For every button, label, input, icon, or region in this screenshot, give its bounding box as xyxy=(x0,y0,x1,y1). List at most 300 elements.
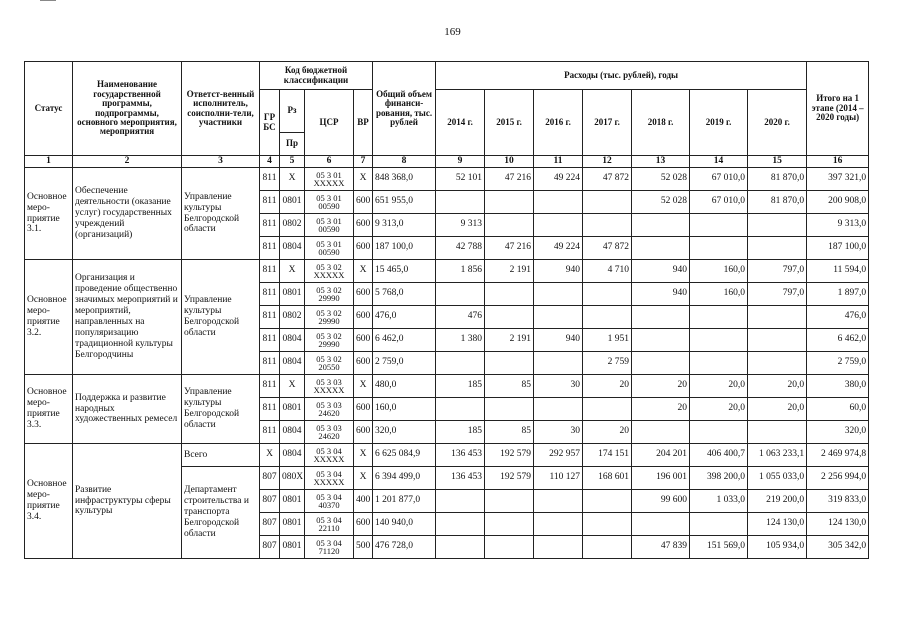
year-cell xyxy=(583,306,632,329)
year-cell: 47 839 xyxy=(632,536,690,559)
header-code-group: Код бюджетной классификации xyxy=(260,62,373,90)
year-cell: 1 055 033,0 xyxy=(748,467,807,490)
header-year: 2016 г. xyxy=(534,90,583,156)
grbs-cell: 807 xyxy=(260,536,280,559)
csr-cell xyxy=(305,490,354,513)
year-cell: 192 579 xyxy=(485,467,534,490)
total-cell: 187 100,0 xyxy=(373,237,436,260)
year-cell xyxy=(485,352,534,375)
year-cell xyxy=(748,352,807,375)
year-cell: 30 xyxy=(534,375,583,398)
year-cell xyxy=(632,329,690,352)
year-cell xyxy=(436,398,485,421)
year-cell: 20,0 xyxy=(748,398,807,421)
column-number: 8 xyxy=(373,156,436,168)
year-cell xyxy=(436,513,485,536)
vr-cell: X xyxy=(354,260,373,283)
year-cell xyxy=(534,352,583,375)
stage-total-cell: 60,0 xyxy=(807,398,869,421)
total-cell: 320,0 xyxy=(373,421,436,444)
column-number: 4 xyxy=(260,156,280,168)
vr-cell: 400 xyxy=(354,490,373,513)
total-cell: 1 201 877,0 xyxy=(373,490,436,513)
year-cell xyxy=(436,283,485,306)
year-cell: 81 870,0 xyxy=(748,168,807,191)
grbs-cell: 811 xyxy=(260,329,280,352)
csr-code-part: 00590 xyxy=(318,201,340,211)
csr-code-part: 05 3 02 xyxy=(316,307,342,318)
year-cell: 185 xyxy=(436,421,485,444)
rz-pr-cell: 0802 xyxy=(280,306,305,329)
year-cell: 476 xyxy=(436,306,485,329)
year-cell xyxy=(485,283,534,306)
year-cell: 20 xyxy=(583,375,632,398)
year-cell xyxy=(690,352,748,375)
year-cell xyxy=(632,421,690,444)
year-cell: 219 200,0 xyxy=(748,490,807,513)
csr-cell xyxy=(305,536,354,559)
grbs-cell: 811 xyxy=(260,306,280,329)
year-cell xyxy=(632,513,690,536)
table-header xyxy=(25,62,869,168)
rz-pr-cell: 0801 xyxy=(280,283,305,306)
year-cell: 67 010,0 xyxy=(690,191,748,214)
year-cell: 9 313 xyxy=(436,214,485,237)
year-cell: 67 010,0 xyxy=(690,168,748,191)
year-cell: 204 201 xyxy=(632,444,690,467)
total-cell: 6 462,0 xyxy=(373,329,436,352)
csr-code-part: 05 3 02 xyxy=(316,261,342,272)
year-cell xyxy=(534,214,583,237)
grbs-cell: 811 xyxy=(260,214,280,237)
total-cell: 6 625 084,9 xyxy=(373,444,436,467)
year-cell xyxy=(583,513,632,536)
csr-code-part: 05 3 03 xyxy=(316,422,342,433)
grbs-cell: 811 xyxy=(260,283,280,306)
csr-code-part: 29990 xyxy=(318,293,340,303)
csr-code-part: 40370 xyxy=(318,500,340,510)
year-cell: 136 453 xyxy=(436,444,485,467)
rz-pr-cell: 0801 xyxy=(280,490,305,513)
header-status: Статус xyxy=(25,62,73,156)
year-cell: 20,0 xyxy=(690,398,748,421)
year-cell: 52 101 xyxy=(436,168,485,191)
year-cell xyxy=(583,283,632,306)
rz-pr-cell: X xyxy=(280,260,305,283)
year-cell xyxy=(583,490,632,513)
grbs-cell: 811 xyxy=(260,191,280,214)
vr-cell: X xyxy=(354,444,373,467)
vr-cell: X xyxy=(354,168,373,191)
year-cell xyxy=(534,283,583,306)
stage-total-cell: 2 256 994,0 xyxy=(807,467,869,490)
grbs-cell: 807 xyxy=(260,467,280,490)
column-number: 3 xyxy=(182,156,260,168)
year-cell xyxy=(534,398,583,421)
stage-total-cell: 305 342,0 xyxy=(807,536,869,559)
csr-code-part: 05 3 02 xyxy=(316,353,342,364)
table-row xyxy=(25,168,869,191)
vr-cell: 600 xyxy=(354,329,373,352)
year-cell: 406 400,7 xyxy=(690,444,748,467)
responsible-cell: Всего xyxy=(182,444,260,467)
year-cell xyxy=(632,237,690,260)
csr-code-part: 05 3 04 xyxy=(316,445,342,456)
rz-pr-cell: 0804 xyxy=(280,329,305,352)
year-cell: 292 957 xyxy=(534,444,583,467)
csr-code-part: 22110 xyxy=(318,523,340,533)
year-cell xyxy=(534,536,583,559)
year-cell: 797,0 xyxy=(748,260,807,283)
total-cell: 160,0 xyxy=(373,398,436,421)
year-cell: 52 028 xyxy=(632,168,690,191)
year-cell xyxy=(748,306,807,329)
csr-code-part: 00590 xyxy=(318,247,340,257)
total-cell: 476 728,0 xyxy=(373,536,436,559)
year-cell: 85 xyxy=(485,421,534,444)
total-cell: 15 465,0 xyxy=(373,260,436,283)
year-cell: 110 127 xyxy=(534,467,583,490)
rz-pr-cell: 0804 xyxy=(280,444,305,467)
year-cell xyxy=(583,398,632,421)
stage-total-cell: 1 897,0 xyxy=(807,283,869,306)
stage-total-cell: 380,0 xyxy=(807,375,869,398)
csr-cell xyxy=(305,237,354,260)
vr-cell: 600 xyxy=(354,352,373,375)
csr-code-part: 05 3 04 xyxy=(316,537,342,548)
table-row xyxy=(25,375,869,398)
vr-cell: 600 xyxy=(354,191,373,214)
csr-code-part: XXXXX xyxy=(313,178,345,188)
grbs-cell: 807 xyxy=(260,513,280,536)
year-cell: 124 130,0 xyxy=(748,513,807,536)
year-cell xyxy=(748,237,807,260)
stage-total-cell: 6 462,0 xyxy=(807,329,869,352)
year-cell xyxy=(436,191,485,214)
grbs-cell: 811 xyxy=(260,237,280,260)
year-cell xyxy=(485,513,534,536)
vr-cell: 600 xyxy=(354,237,373,260)
status-cell: Основное меро-приятие 3.2. xyxy=(25,260,73,375)
column-number: 12 xyxy=(583,156,632,168)
csr-code-part: 05 3 01 xyxy=(316,169,342,180)
year-cell: 81 870,0 xyxy=(748,191,807,214)
csr-code-part: 05 3 04 xyxy=(316,491,342,502)
page-top-mark xyxy=(40,0,56,1)
year-cell: 1 033,0 xyxy=(690,490,748,513)
csr-code-part: 05 3 03 xyxy=(316,399,342,410)
csr-code-part: 05 3 02 xyxy=(316,330,342,341)
year-cell xyxy=(485,490,534,513)
csr-code-part: XXXXX xyxy=(313,477,345,487)
header-pr: Пр xyxy=(280,133,305,156)
csr-cell xyxy=(305,191,354,214)
csr-cell xyxy=(305,444,354,467)
vr-cell: 600 xyxy=(354,421,373,444)
responsible-cell: Управление культуры Белгородской области xyxy=(182,168,260,260)
year-cell xyxy=(485,398,534,421)
csr-code-part: 05 3 04 xyxy=(316,514,342,525)
year-cell: 1 951 xyxy=(583,329,632,352)
column-number-row xyxy=(25,156,869,168)
grbs-cell: 811 xyxy=(260,168,280,191)
year-cell: 52 028 xyxy=(632,191,690,214)
year-cell xyxy=(485,536,534,559)
status-cell: Основное меро-приятие 3.3. xyxy=(25,375,73,444)
budget-table xyxy=(24,61,869,559)
header-year: 2019 г. xyxy=(690,90,748,156)
vr-cell: 600 xyxy=(354,283,373,306)
header-grbs: ГР БС xyxy=(260,90,280,156)
csr-code-part: 05 3 01 xyxy=(316,215,342,226)
rz-pr-cell: 0801 xyxy=(280,536,305,559)
csr-cell xyxy=(305,168,354,191)
year-cell xyxy=(583,536,632,559)
responsible-cell: Управление культуры Белгородской области xyxy=(182,260,260,375)
year-cell: 940 xyxy=(534,329,583,352)
rz-pr-cell: 0804 xyxy=(280,237,305,260)
column-number: 15 xyxy=(748,156,807,168)
year-cell: 20,0 xyxy=(748,375,807,398)
year-cell xyxy=(632,306,690,329)
rz-pr-cell: 0804 xyxy=(280,352,305,375)
header-expenses-group: Расходы (тыс. рублей), годы xyxy=(436,62,807,90)
year-cell: 4 710 xyxy=(583,260,632,283)
year-cell xyxy=(485,214,534,237)
header-csr: ЦСР xyxy=(305,90,354,156)
rz-pr-cell: 0801 xyxy=(280,513,305,536)
year-cell: 20 xyxy=(632,375,690,398)
stage-total-cell: 2 759,0 xyxy=(807,352,869,375)
stage-total-cell: 11 594,0 xyxy=(807,260,869,283)
year-cell: 151 569,0 xyxy=(690,536,748,559)
year-cell: 192 579 xyxy=(485,444,534,467)
csr-code-part: 05 3 02 xyxy=(316,284,342,295)
year-cell: 99 600 xyxy=(632,490,690,513)
year-cell xyxy=(748,214,807,237)
column-number: 6 xyxy=(305,156,354,168)
year-cell: 20,0 xyxy=(690,375,748,398)
year-cell: 20 xyxy=(583,421,632,444)
total-cell: 6 394 499,0 xyxy=(373,467,436,490)
name-cell: Обеспечение деятельности (оказание услуг) государственных учреждений (организаций) xyxy=(73,168,182,260)
csr-code-part: XXXXX xyxy=(313,385,345,395)
csr-code-part: 05 3 01 xyxy=(316,192,342,203)
vr-cell: X xyxy=(354,375,373,398)
total-cell: 476,0 xyxy=(373,306,436,329)
stage-total-cell: 9 313,0 xyxy=(807,214,869,237)
header-total: Общий объем финанси-рования, тыс. рублей xyxy=(373,62,436,156)
column-number: 13 xyxy=(632,156,690,168)
header-year: 2015 г. xyxy=(485,90,534,156)
year-cell xyxy=(436,490,485,513)
year-cell: 1 063 233,1 xyxy=(748,444,807,467)
total-cell: 480,0 xyxy=(373,375,436,398)
column-number: 7 xyxy=(354,156,373,168)
year-cell: 185 xyxy=(436,375,485,398)
header-rz: Рз xyxy=(280,90,305,133)
csr-cell xyxy=(305,306,354,329)
year-cell: 85 xyxy=(485,375,534,398)
year-cell: 2 191 xyxy=(485,260,534,283)
year-cell: 47 872 xyxy=(583,237,632,260)
total-cell: 651 955,0 xyxy=(373,191,436,214)
year-cell xyxy=(748,421,807,444)
year-cell xyxy=(436,536,485,559)
grbs-cell: X xyxy=(260,444,280,467)
year-cell: 160,0 xyxy=(690,283,748,306)
vr-cell: X xyxy=(354,467,373,490)
name-cell: Развитие инфраструктуры сферы культуры xyxy=(73,444,182,559)
header-responsible: Ответст-венный исполнитель, соисполни-тели, участники xyxy=(182,62,260,156)
csr-code-part: XXXXX xyxy=(313,454,345,464)
year-cell: 940 xyxy=(632,260,690,283)
rz-pr-cell: X xyxy=(280,375,305,398)
csr-code-part: 24620 xyxy=(318,431,340,441)
rz-pr-cell: 0804 xyxy=(280,421,305,444)
grbs-cell: 811 xyxy=(260,352,280,375)
csr-cell xyxy=(305,214,354,237)
year-cell xyxy=(632,352,690,375)
stage-total-cell: 397 321,0 xyxy=(807,168,869,191)
year-cell xyxy=(534,306,583,329)
stage-total-cell: 200 908,0 xyxy=(807,191,869,214)
table-row xyxy=(25,444,869,467)
year-cell: 168 601 xyxy=(583,467,632,490)
csr-code-part: 00590 xyxy=(318,224,340,234)
responsible-cell: Департамент строительства и транспорта Белгородской области xyxy=(182,467,260,559)
year-cell xyxy=(690,306,748,329)
csr-code-part: 05 3 01 xyxy=(316,238,342,249)
year-cell: 47 872 xyxy=(583,168,632,191)
grbs-cell: 811 xyxy=(260,260,280,283)
year-cell xyxy=(485,306,534,329)
status-cell: Основное меро-приятие 3.4. xyxy=(25,444,73,559)
year-cell: 797,0 xyxy=(748,283,807,306)
year-cell xyxy=(485,191,534,214)
total-cell: 848 368,0 xyxy=(373,168,436,191)
year-cell xyxy=(748,329,807,352)
column-number: 11 xyxy=(534,156,583,168)
year-cell xyxy=(534,191,583,214)
grbs-cell: 807 xyxy=(260,490,280,513)
year-cell xyxy=(690,513,748,536)
total-cell: 5 768,0 xyxy=(373,283,436,306)
year-cell: 49 224 xyxy=(534,168,583,191)
stage-total-cell: 476,0 xyxy=(807,306,869,329)
table-row xyxy=(25,260,869,283)
csr-code-part: XXXXX xyxy=(313,270,345,280)
column-number: 2 xyxy=(73,156,182,168)
csr-code-part: 05 3 03 xyxy=(316,376,342,387)
stage-total-cell: 320,0 xyxy=(807,421,869,444)
header-vr: ВР xyxy=(354,90,373,156)
column-number: 1 xyxy=(25,156,73,168)
csr-code-part: 29990 xyxy=(318,339,340,349)
column-number: 16 xyxy=(807,156,869,168)
csr-cell xyxy=(305,398,354,421)
csr-cell xyxy=(305,513,354,536)
vr-cell: 600 xyxy=(354,398,373,421)
year-cell: 196 001 xyxy=(632,467,690,490)
year-cell: 1 856 xyxy=(436,260,485,283)
total-cell: 2 759,0 xyxy=(373,352,436,375)
year-cell: 42 788 xyxy=(436,237,485,260)
column-number: 10 xyxy=(485,156,534,168)
csr-cell xyxy=(305,467,354,490)
csr-cell xyxy=(305,421,354,444)
grbs-cell: 811 xyxy=(260,421,280,444)
header-year: 2014 г. xyxy=(436,90,485,156)
header-name: Наименование государственной программы, подпрограммы, основного мероприятия, мероприятия xyxy=(73,62,182,156)
csr-cell xyxy=(305,329,354,352)
vr-cell: 600 xyxy=(354,306,373,329)
vr-cell: 600 xyxy=(354,513,373,536)
year-cell: 47 216 xyxy=(485,237,534,260)
year-cell: 136 453 xyxy=(436,467,485,490)
year-cell xyxy=(690,421,748,444)
year-cell xyxy=(583,191,632,214)
status-cell: Основное меро-приятие 3.1. xyxy=(25,168,73,260)
rz-pr-cell: 0801 xyxy=(280,191,305,214)
page-number: 169 xyxy=(444,26,461,38)
csr-code-part: 29990 xyxy=(318,316,340,326)
csr-code-part: 20550 xyxy=(318,362,340,372)
year-cell: 30 xyxy=(534,421,583,444)
year-cell: 940 xyxy=(534,260,583,283)
csr-code-part: 05 3 04 xyxy=(316,468,342,479)
rz-pr-cell: 080X xyxy=(280,467,305,490)
name-cell: Поддержка и развитие народных художественных ремесел xyxy=(73,375,182,444)
year-cell: 398 200,0 xyxy=(690,467,748,490)
csr-cell xyxy=(305,352,354,375)
year-cell xyxy=(436,352,485,375)
name-cell: Организация и проведение общественно значимых мероприятий и мероприятий, направленных на популяризацию традиционной культуры Белгородчины xyxy=(73,260,182,375)
header-year: 2018 г. xyxy=(632,90,690,156)
vr-cell: 600 xyxy=(354,214,373,237)
header-year: 2017 г. xyxy=(583,90,632,156)
year-cell: 160,0 xyxy=(690,260,748,283)
year-cell: 20 xyxy=(632,398,690,421)
column-number: 5 xyxy=(280,156,305,168)
year-cell: 2 759 xyxy=(583,352,632,375)
grbs-cell: 811 xyxy=(260,398,280,421)
year-cell: 940 xyxy=(632,283,690,306)
column-number: 9 xyxy=(436,156,485,168)
year-cell: 49 224 xyxy=(534,237,583,260)
csr-cell xyxy=(305,283,354,306)
year-cell xyxy=(690,329,748,352)
year-cell xyxy=(534,490,583,513)
total-cell: 140 940,0 xyxy=(373,513,436,536)
rz-pr-cell: 0801 xyxy=(280,398,305,421)
stage-total-cell: 319 833,0 xyxy=(807,490,869,513)
vr-cell: 500 xyxy=(354,536,373,559)
year-cell xyxy=(690,237,748,260)
year-cell: 105 934,0 xyxy=(748,536,807,559)
header-stage-total: Итого на 1 этапе (2014 – 2020 годы) xyxy=(807,62,869,156)
rz-pr-cell: X xyxy=(280,168,305,191)
responsible-cell: Управление культуры Белгородской области xyxy=(182,375,260,444)
csr-code-part: 71120 xyxy=(318,546,340,556)
year-cell: 174 151 xyxy=(583,444,632,467)
header-year: 2020 г. xyxy=(748,90,807,156)
year-cell xyxy=(632,214,690,237)
column-number: 14 xyxy=(690,156,748,168)
grbs-cell: 811 xyxy=(260,375,280,398)
year-cell: 2 191 xyxy=(485,329,534,352)
csr-cell xyxy=(305,375,354,398)
